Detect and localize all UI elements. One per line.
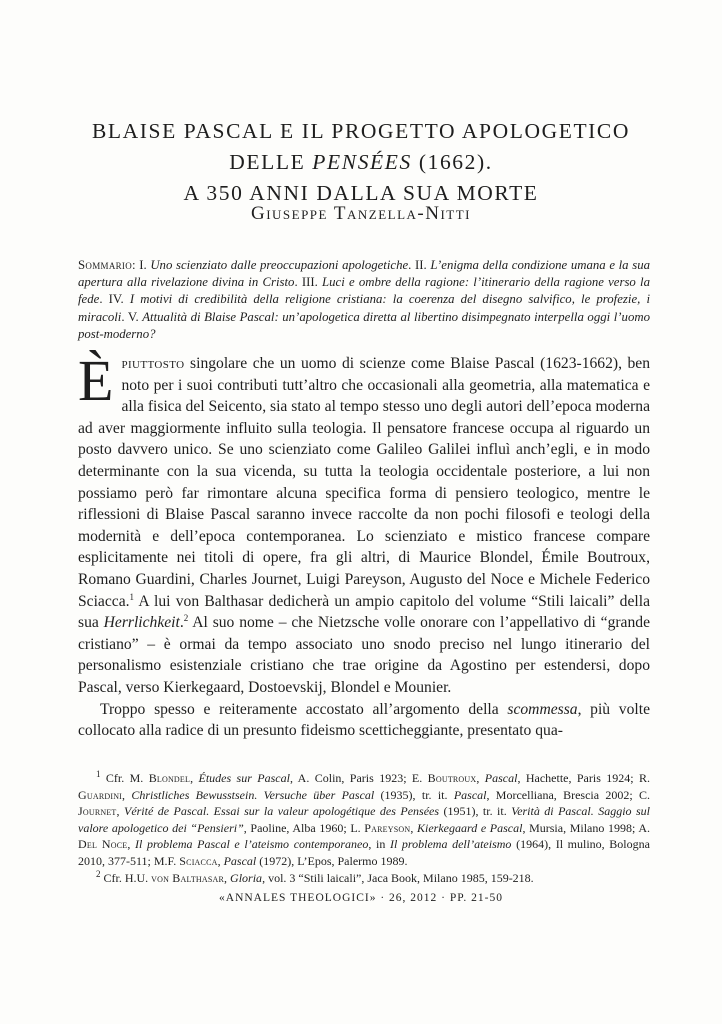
title-line-3: A 350 ANNI DALLA SUA MORTE: [183, 181, 539, 205]
footnote-2: $^2$ Cfr. H.U. von Balthasar, Gloria, vol. 3 “Stili laicali”, Jaca Book, Milano 1985, 159-218.: [96, 868, 534, 885]
summary-label: Sommario: [78, 258, 133, 272]
footnote-number-1: 1: [96, 769, 101, 779]
footnote-ref-2[interactable]: 2: [183, 612, 189, 623]
journal-footer: «ANNALES THEOLOGICI» · 26, 2012 · PP. 21-50: [219, 892, 503, 904]
author-name: Giuseppe Tanzella-Nitti: [250, 203, 472, 224]
body-paragraph-1: Èpiuttosto singolare che un uomo di scienze come Blaise Pascal (1623-1662), ben noto per i suoi contributi tutt’altro che occasionali alla geometria, alla matematica e alla fisica del Seicento, sia stato al tempo stesso uno degli autori dell’epoca moderna ad aver maggiormente influito sulla teologia. Il pensatore francese occupa al riguardo un posto davvero unico. Se uno scienziato come Galileo Galilei influì anch’egli, e in modo determinante con la sua vicenda, su tutta la teologia occidentale posteriore, a lui non possiamo però far rimontare alcuna specifica forma di pensiero teologico, mentre le riflessioni di Blaise Pascal saranno invece raccolte da non pochi filosofi e teologi della modernità e dell’epoca contemporanea. Lo scienziato e mistico francese compare esplicitamente nei titoli di opere, fra gli altri, di Maurice Blondel, Émile Boutroux, Romano Guardini, Charles Journet, Luigi Pareyson, Augusto del Noce e Michele Federico Sciacca.$^1$ A lui von Balthasar dedicherà un ampio capitolo del volume “Stili laicali” della sua Herrlichkeit.$^2$ Al suo nome – che Nietzsche volle onorare con l’appellativo di “grande cristiano” – è ormai da tempo associato uno snodo preciso nel lungo itinerario del personalismo esistenziale cristiano che trae origine da Agostino per estendersi, dopo Pascal, verso Kierkegaard, Dostoevskij, Blondel e Mounier.: [78, 348, 650, 696]
footnote-1: $^1$ Cfr. M. Blondel, Études sur Pascal, A. Colin, Paris 1923; E. Boutroux, Pascal, Hachette, Paris 1924; R. Guardini, Christliches Bewusstsein. Versuche über Pascal (1935), tr. it. Pascal, Morcelliana, Brescia 2002; C. Journet, Vérité de Pascal. Essai sur la valeur apologétique des Pensées (1951), tr. it. Verità di Pascal. Saggio sul valore apologetico dei “Pensieri”, Paoline, Alba 1960; L. Pareyson, Kierkegaard e Pascal, Mursia, Milano 1998; A. Del Noce, Il problema Pascal e l’ateismo contemporaneo, in Il problema dell’ateismo (1964), Il mulino, Bologna 2010, 377-511; M.F. Sciacca, Pascal (1972), L’Epos, Palermo 1989.: [78, 769, 651, 868]
article-body: [78, 348, 650, 742]
footnote-ref-1[interactable]: 1: [129, 591, 135, 602]
footnote-number-2: 2: [96, 868, 101, 879]
title-line-1: BLAISE PASCAL E IL PROGETTO APOLOGETICO: [91, 119, 630, 143]
body-paragraph-2: Troppo spesso e reiteramente accostato all’argomento della scommessa, più volte collocato alla radice di un presunto fideismo scetticheggiante, presentato qua-: [78, 700, 650, 740]
article-title: [40, 116, 682, 209]
summary-abstract: Sommario: I. Uno scienziato dalle preoccupazioni apologetiche. II. L’enigma della condizione umana e la sua apertura alla rivelazione divina in Cristo. III. Luci e ombre della ragione: l’itinerario della ragione verso la fede. IV. I motivi di credibilità della religione cristiana: la coerenza del disegno salvifico, le profezie, i miracoli. V. Attualità di Blaise Pascal: un’apologetica diretta al libertino disimpegnato interpella oggi l’uomo post-moderno?: [78, 258, 651, 341]
footnotes: [78, 770, 650, 886]
title-italic-pensees: PENSÉES: [312, 150, 412, 174]
first-word: piuttosto: [121, 355, 185, 372]
title-line-2: DELLE PENSÉES (1662).: [229, 150, 493, 174]
drop-cap: È: [78, 348, 114, 413]
